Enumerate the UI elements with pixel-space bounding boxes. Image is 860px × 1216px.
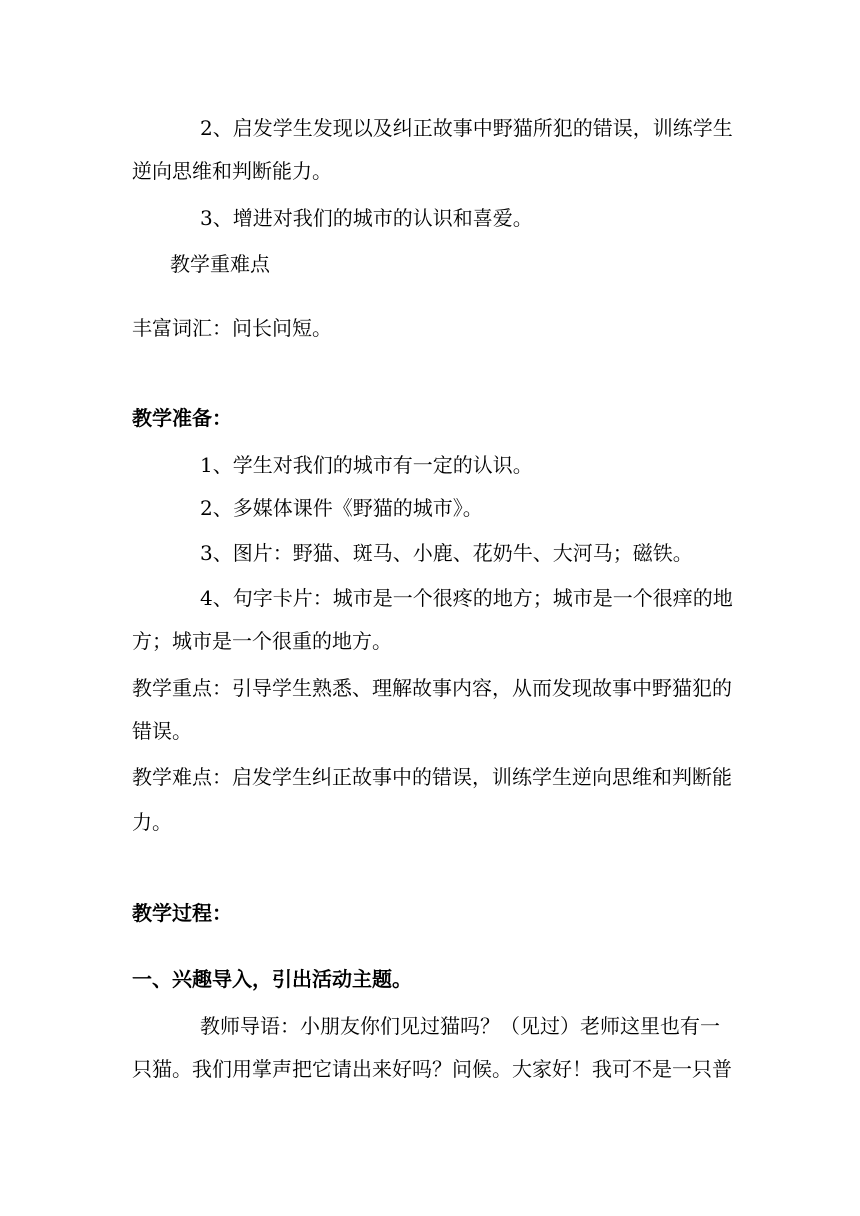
section-1-line-2: 只猫。我们用掌声把它请出来好吗？问候。大家好！我可不是一只普 [132, 1057, 732, 1081]
key-point-line-1: 教学重点：引导学生熟悉、理解故事内容，从而发现故事中野猫犯的 [132, 676, 732, 700]
section-1-line-1: 教师导语：小朋友你们见过猫吗？（见过）老师这里也有一 [200, 1014, 720, 1038]
key-point-line-2: 错误。 [132, 719, 192, 743]
goal-2-line-1: 2、启发学生发现以及纠正故事中野猫所犯的错误，训练学生 [200, 116, 733, 140]
difficult-point-line-1: 教学难点：启发学生纠正故事中的错误，训练学生逆向思维和判断能 [132, 765, 732, 789]
preparation-item-2: 2、多媒体课件《野猫的城市》。 [200, 496, 483, 520]
preparation-heading: 教学准备： [132, 406, 232, 430]
difficult-point-line-2: 力。 [132, 810, 172, 834]
vocabulary-line: 丰富词汇：问长问短。 [132, 316, 332, 340]
goal-2-line-2: 逆向思维和判断能力。 [132, 159, 332, 183]
section-1-heading: 一、兴趣导入，引出活动主题。 [132, 967, 412, 991]
goal-3: 3、增进对我们的城市的认识和喜爱。 [200, 206, 533, 230]
preparation-item-3: 3、图片：野猫、斑马、小鹿、花奶牛、大河马；磁铁。 [200, 541, 693, 565]
process-heading: 教学过程： [132, 901, 232, 925]
key-difficult-heading: 教学重难点 [170, 252, 270, 276]
preparation-item-1: 1、学生对我们的城市有一定的认识。 [200, 453, 533, 477]
preparation-item-4-line-1: 4、句字卡片：城市是一个很疼的地方；城市是一个很痒的地 [200, 586, 733, 610]
preparation-item-4-line-2: 方；城市是一个很重的地方。 [132, 629, 392, 653]
